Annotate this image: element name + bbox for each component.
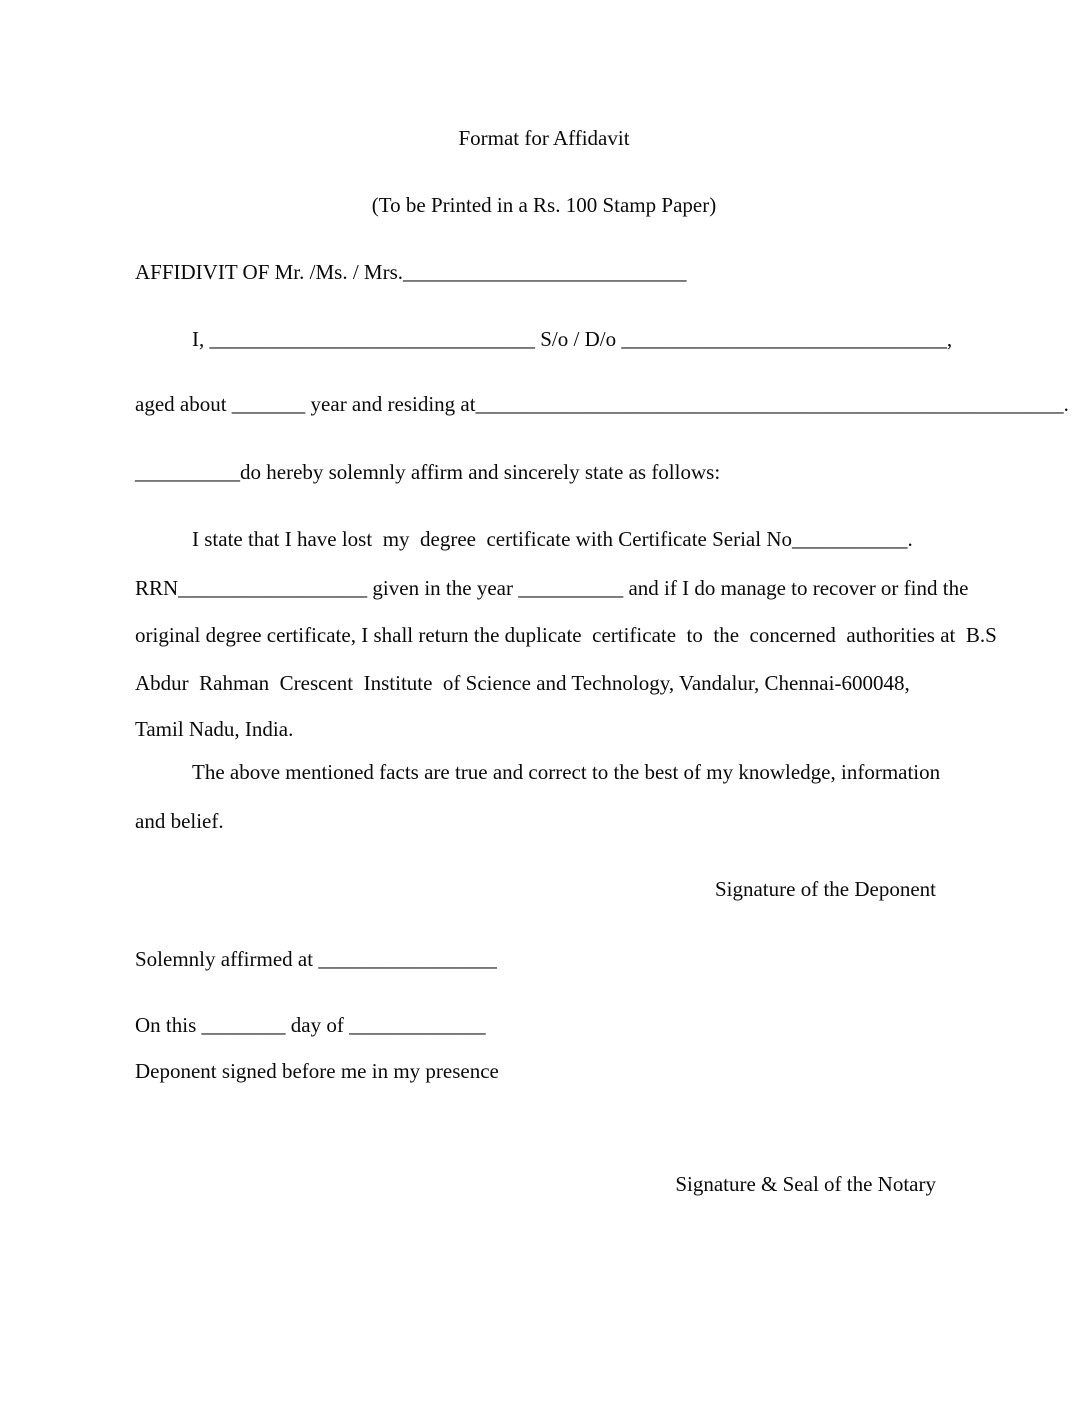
declaration-line-2: and belief. — [135, 809, 224, 833]
declaration-line-1: The above mentioned facts are true and correct to the best of my knowledge, information — [192, 760, 941, 784]
statement-line-4: Abdur Rahman Crescent Institute of Science and Technology, Vandalur, Chennai-600048, — [135, 671, 910, 695]
statement-line-1: I state that I have lost my degree certificate with Certificate Serial No___________. — [192, 527, 913, 551]
solemnly-affirmed-line: Solemnly affirmed at _________________ — [135, 947, 497, 971]
statement-line-2: RRN__________________ given in the year __________ and if I do manage to recover or find the — [135, 576, 969, 600]
doc-subtitle: (To be Printed in a Rs. 100 Stamp Paper) — [371, 193, 717, 217]
statement-line-5: Tamil Nadu, India. — [135, 717, 294, 741]
affirmation-line: __________do hereby solemnly affirm and sincerely state as follows: — [135, 460, 721, 484]
deponent-name-line: I, _______________________________ S/o / D/o _______________________________, — [192, 327, 953, 351]
date-line: On this ________ day of _____________ — [135, 1013, 486, 1037]
age-residence-line: aged about _______ year and residing at________________________________________________________. — [135, 392, 1069, 416]
affidavit-of-line: AFFIDIVIT OF Mr. /Ms. / Mrs.___________________________ — [135, 260, 687, 284]
statement-line-3: original degree certificate, I shall return the duplicate certificate to the concerned authorities at B.S — [135, 623, 997, 647]
witness-line: Deponent signed before me in my presence — [135, 1059, 499, 1083]
doc-title: Format for Affidavit — [458, 126, 630, 150]
notary-signature-label: Signature & Seal of the Notary — [675, 1172, 936, 1196]
deponent-signature-label: Signature of the Deponent — [714, 877, 936, 901]
